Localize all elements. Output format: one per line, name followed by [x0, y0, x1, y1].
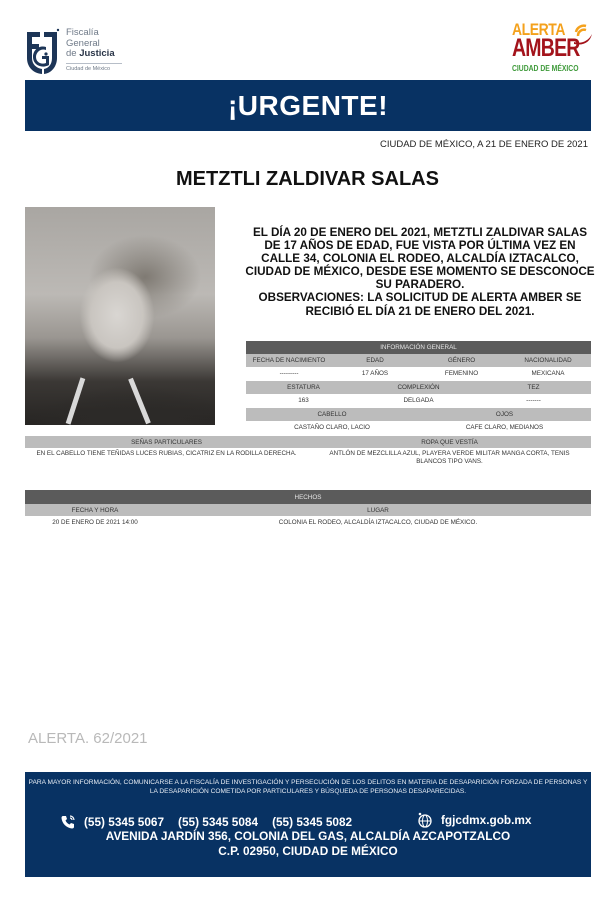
contact-footer: [25, 772, 591, 877]
general-info-row3-labels: CABELLO OJOS: [246, 408, 591, 421]
case-narrative: [244, 226, 596, 318]
phone-number[interactable]: (55) 5345 5067: [84, 815, 165, 829]
senas-value: EN EL CABELLO TIENE TEÑIDAS LUCES RUBIAS, CICATRIZ EN LA RODILLA DERECHA.: [25, 449, 308, 459]
urgent-banner: [25, 80, 591, 131]
general-info-header: INFORMACIÓN GENERAL: [246, 341, 591, 354]
amber-logo-line3: CIUDAD DE MÉXICO: [512, 63, 579, 73]
senas-label: SEÑAS PARTICULARES: [25, 436, 308, 448]
website-link[interactable]: fgjcdmx.gob.mx: [441, 813, 532, 827]
features-value-row: [25, 449, 591, 469]
facts-values-row: 20 DE ENERO DE 2021 14:00 COLONIA EL RODEO, ALCALDÍA IZTACALCO, CIUDAD DE MÉXICO.: [25, 516, 591, 528]
phone-number[interactable]: (55) 5345 5082: [272, 815, 353, 829]
narrative-observations: OBSERVACIONES: LA SOLICITUD DE ALERTA AMBER SE RECIBIÓ EL DÍA 21 DE ENERO DEL 2021.: [258, 291, 582, 318]
footer-address: AVENIDA JARDÍN 356, COLONIA DEL GAS, ALCALDÍA AZCAPOTZALCO C.P. 02950, CIUDAD DE MÉXICO: [105, 829, 511, 858]
photo-shoulders: [25, 365, 215, 425]
narrative-text: EL DÍA 20 DE ENERO DEL 2021, METZTLI ZALDIVAR SALAS DE 17 AÑOS DE EDAD, FUE VISTA POR ÚLTIMA VEZ EN CALLE 34, COLONIA EL RODEO, ALCALDÍA IZTACALCO, CIUDAD DE MÉXICO, DESDE ESE MOMENTO SE DESCONOCE SU PARADERO.: [245, 226, 595, 292]
fgj-logo-subtitle: Ciudad de México: [66, 66, 111, 72]
person-name: METZTLI ZALDIVAR SALAS: [176, 168, 439, 190]
dateline: CIUDAD DE MÉXICO, A 21 DE ENERO DE 2021: [379, 139, 588, 150]
footer-info-text: PARA MAYOR INFORMACIÓN, COMUNICARSE A LA FISCALÍA DE INVESTIGACIÓN Y PERSECUCIÓN DE LOS DELITOS EN MATERIA DE DESAPARICIÓN FORZADA DE PERSONAS Y LA DESAPARICIÓN COMETIDA POR PARTICULARES Y BÚSQUEDA DE PERSONAS DESAPARECIDAS.: [28, 779, 588, 795]
fgj-logo: [24, 24, 134, 76]
phone-icon: [60, 814, 76, 830]
general-info-row2-labels: ESTATURA COMPLEXIÓN TEZ: [246, 381, 591, 394]
website: [417, 812, 531, 828]
general-info-row1-values: --------- 17 AÑOS FEMENINO MEXICANA: [246, 367, 591, 380]
missing-person-photo: [25, 207, 215, 425]
alerta-amber-logo: [512, 20, 596, 78]
general-info-row1-labels: FECHA DE NACIMIENTO EDAD GÉNERO NACIONALIDAD: [246, 354, 591, 367]
alert-number: ALERTA. 62/2021: [28, 730, 148, 747]
globe-icon: [417, 812, 433, 828]
facts-header: HECHOS: [25, 490, 591, 504]
logo-divider: [66, 63, 122, 64]
ropa-value: ANTLÓN DE MEZCLILLA AZUL, PLAYERA VERDE MILITAR MANGA CORTA, TENIS BLANCOS TIPO VANS.: [308, 449, 591, 467]
phone-list: [60, 814, 366, 830]
banner-title: ¡URGENTE!: [227, 89, 389, 121]
fgj-logo-text: Fiscalía General de Justicia: [66, 27, 115, 59]
phone-number[interactable]: (55) 5345 5084: [178, 815, 259, 829]
general-info-row2-values: 163 DELGADA -------: [246, 394, 591, 407]
amber-logo-line1: ALERTA: [512, 20, 566, 39]
amber-logo-line2: AMBER: [512, 34, 580, 62]
general-info-row3-values: CASTAÑO CLARO, LACIO CAFE CLARO, MEDIANOS: [246, 421, 591, 434]
facts-labels-row: FECHA Y HORA LUGAR: [25, 504, 591, 516]
fgj-shield-icon: [24, 28, 60, 74]
features-header-row: [25, 436, 591, 448]
ropa-label: ROPA QUE VESTÍA: [308, 436, 591, 448]
